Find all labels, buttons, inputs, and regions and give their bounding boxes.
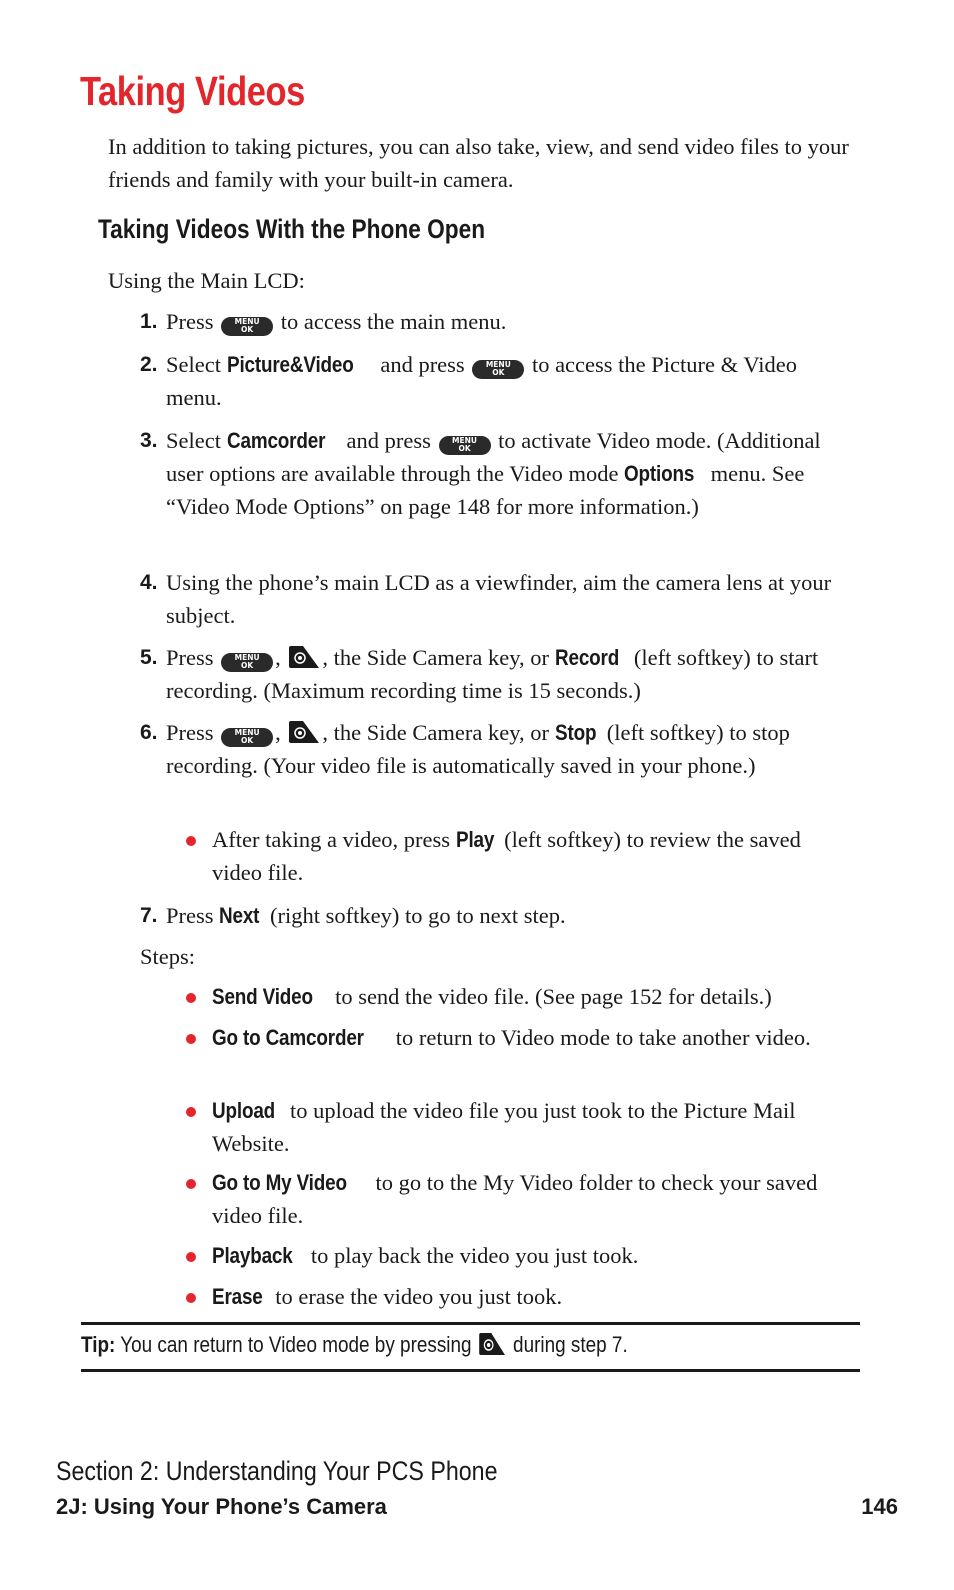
step-text: Select xyxy=(166,428,221,453)
softkey-name: Record xyxy=(554,645,619,670)
step-text: (left softkey) to stop recording. (Your video file is automatically saved in your phone.) xyxy=(166,720,790,778)
bullet-text: (left softkey) to review the saved video file. xyxy=(212,827,801,885)
step-3 xyxy=(140,424,855,523)
step-text: (left softkey) to start recording. (Maximum recording time is 15 seconds.) xyxy=(166,645,819,703)
option-go-to-my-video xyxy=(186,1166,846,1232)
option-erase xyxy=(186,1280,846,1313)
step-text: to access the Picture & Video menu. xyxy=(166,352,797,410)
bullet-icon xyxy=(186,1107,196,1117)
step-2 xyxy=(140,348,855,414)
menu-key-bottom-label: OK xyxy=(241,661,254,670)
step-text: to activate Video mode. (Additional user options are available through the Video mode xyxy=(166,428,821,486)
bullet-text: After taking a video, press xyxy=(212,827,451,852)
option-name: Send Video xyxy=(212,984,313,1009)
menu-item-name: Picture&Video xyxy=(226,352,354,377)
bullet-icon xyxy=(186,1034,196,1044)
option-name: Go to My Video xyxy=(212,1170,347,1195)
side-camera-key-icon xyxy=(287,719,321,745)
option-send-video xyxy=(186,980,846,1013)
menu-ok-key-icon xyxy=(439,436,491,455)
steps-label: Steps: xyxy=(140,944,196,969)
step-text: and press xyxy=(346,428,431,453)
menu-key-top-label: MENU xyxy=(234,727,260,737)
step-number: 6. xyxy=(140,721,158,744)
tip-body: You can return to Video mode by pressing xyxy=(120,1332,472,1357)
intro-paragraph: In addition to taking pictures, you can also take, view, and send video files to your friends and family with your built-in camera. xyxy=(108,134,849,192)
footer-section-title: Section 2: Understanding Your PCS Phone xyxy=(56,1456,498,1486)
step-number: 5. xyxy=(140,646,158,669)
step-text: (right softkey) to go to next step. xyxy=(270,903,566,928)
step-text: and press xyxy=(380,352,465,377)
side-camera-key-icon xyxy=(287,644,321,670)
step-text: Press xyxy=(166,720,214,745)
step-text: , xyxy=(275,720,281,745)
menu-ok-key-icon xyxy=(221,728,273,747)
step-text: , xyxy=(275,645,281,670)
step-number: 2. xyxy=(140,353,158,376)
menu-key-top-label: MENU xyxy=(234,652,260,662)
step-text: Press xyxy=(166,645,214,670)
menu-ok-key-icon xyxy=(221,653,273,672)
page-number: 146 xyxy=(861,1494,898,1519)
bullet-icon xyxy=(186,1179,196,1189)
step-text: menu. See “Video Mode Options” on page 148 for more information.) xyxy=(166,461,805,519)
menu-key-top-label: MENU xyxy=(485,359,511,369)
option-name: Go to Camcorder xyxy=(212,1025,364,1050)
side-camera-key-icon xyxy=(478,1331,507,1357)
option-go-to-camcorder xyxy=(186,1021,846,1054)
step-6 xyxy=(140,716,855,782)
play-bullet xyxy=(186,823,846,889)
option-upload xyxy=(186,1094,846,1160)
page-title: Taking Videos xyxy=(80,68,305,114)
menu-key-bottom-label: OK xyxy=(241,325,254,334)
footer-chapter-title: 2J: Using Your Phone’s Camera xyxy=(56,1494,387,1519)
option-text: to return to Video mode to take another video. xyxy=(395,1025,811,1050)
tip-label: Tip: xyxy=(81,1332,116,1357)
section-subheading: Taking Videos With the Phone Open xyxy=(98,214,486,244)
option-text: to upload the video file you just took to the Picture Mail Website. xyxy=(212,1098,796,1156)
softkey-name: Stop xyxy=(554,720,596,745)
option-name: Playback xyxy=(212,1243,293,1268)
menu-item-name: Camcorder xyxy=(226,428,325,453)
step-text: to access the main menu. xyxy=(280,309,507,334)
step-text: Press xyxy=(166,309,214,334)
tip-body: during step 7. xyxy=(513,1332,628,1357)
step-5 xyxy=(140,641,855,707)
bullet-icon xyxy=(186,1252,196,1262)
step-number: 3. xyxy=(140,429,158,452)
menu-ok-key-icon xyxy=(472,360,524,379)
option-text: to erase the video you just took. xyxy=(275,1284,563,1309)
option-name: Upload xyxy=(212,1098,276,1123)
step-number: 7. xyxy=(140,904,158,927)
option-playback xyxy=(186,1239,846,1272)
menu-key-top-label: MENU xyxy=(452,435,478,445)
menu-key-bottom-label: OK xyxy=(458,444,471,453)
tip-box xyxy=(81,1322,860,1372)
step-number: 1. xyxy=(140,310,158,333)
option-text: to play back the video you just took. xyxy=(310,1243,639,1268)
bullet-icon xyxy=(186,836,196,846)
menu-key-bottom-label: OK xyxy=(241,736,254,745)
step-text: Press xyxy=(166,903,214,928)
bullet-icon xyxy=(186,1293,196,1303)
tip-text xyxy=(81,1331,628,1358)
step-text: , the Side Camera key, or xyxy=(322,720,549,745)
menu-key-bottom-label: OK xyxy=(492,368,505,377)
step-number: 4. xyxy=(140,571,158,594)
step-4 xyxy=(140,566,855,632)
option-name: Erase xyxy=(212,1284,263,1309)
menu-key-top-label: MENU xyxy=(234,316,260,326)
softkey-name: Next xyxy=(219,903,260,928)
softkey-name: Play xyxy=(455,827,494,852)
menu-ok-key-icon xyxy=(221,317,273,336)
step-1 xyxy=(140,305,855,338)
step-7 xyxy=(140,899,855,932)
step-text: Select xyxy=(166,352,221,377)
option-text: to go to the My Video folder to check your saved video file. xyxy=(212,1170,818,1228)
bullet-icon xyxy=(186,993,196,1003)
step-text: Using the phone’s main LCD as a viewfinder, aim the camera lens at your subject. xyxy=(166,570,832,628)
step-text: , the Side Camera key, or xyxy=(322,645,549,670)
menu-item-name: Options xyxy=(624,461,695,486)
using-lcd-label: Using the Main LCD: xyxy=(108,268,305,293)
option-text: to send the video file. (See page 152 for details.) xyxy=(335,984,772,1009)
